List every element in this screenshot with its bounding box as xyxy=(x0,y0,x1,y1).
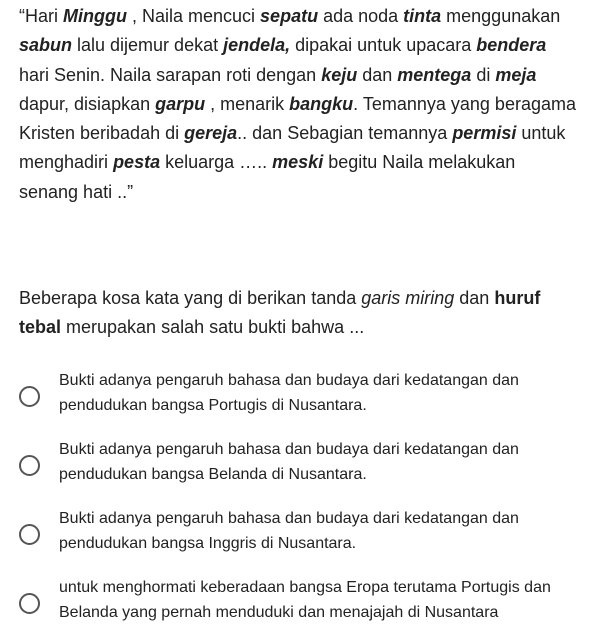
emphasized-word: meja xyxy=(495,64,537,85)
emphasized-word: bangku xyxy=(289,93,354,114)
italic-text: garis miring xyxy=(361,288,455,308)
emphasized-word-wrapper xyxy=(452,123,516,143)
plain-text: merupakan salah satu bukti bahwa ... xyxy=(61,317,365,337)
emphasized-word-wrapper xyxy=(476,35,546,55)
emphasized-word: sepatu xyxy=(260,6,319,26)
plain-text: dan xyxy=(454,288,495,308)
radio-button-icon[interactable] xyxy=(19,524,40,545)
emphasized-word-wrapper xyxy=(155,94,205,114)
story-passage xyxy=(19,2,579,207)
answer-option-3[interactable] xyxy=(0,506,589,566)
emphasized-word-wrapper xyxy=(113,152,160,172)
plain-text: keluarga ….. xyxy=(160,152,273,173)
plain-text: .. dan Sebagian temannya xyxy=(237,123,453,144)
plain-text: dapur, disiapkan xyxy=(19,93,156,114)
emphasized-word: meski xyxy=(272,152,324,173)
emphasized-word: permisi xyxy=(452,123,517,144)
emphasized-word-wrapper xyxy=(289,94,353,114)
emphasized-word-wrapper xyxy=(260,6,318,26)
emphasized-word-wrapper xyxy=(403,6,441,26)
emphasized-word-wrapper xyxy=(272,152,323,172)
emphasized-word-wrapper xyxy=(321,65,357,85)
question-prompt xyxy=(19,284,579,342)
plain-text: lalu dijemur dekat xyxy=(72,35,224,56)
answer-option-4[interactable] xyxy=(0,575,589,635)
emphasized-word-wrapper xyxy=(495,65,536,85)
emphasized-word: garpu xyxy=(155,93,206,114)
emphasized-word: tinta xyxy=(403,6,442,26)
answer-option-label: Bukti adanya pengaruh bahasa dan budaya dari kedatangan dan pendudukan bangsa Inggris di Nusantara. xyxy=(59,510,519,552)
answer-option-label: Bukti adanya pengaruh bahasa dan budaya dari kedatangan dan pendudukan bangsa Portugis di Nusantara. xyxy=(59,372,519,414)
emphasized-word-wrapper xyxy=(223,35,290,55)
emphasized-word: gereja xyxy=(184,123,238,144)
plain-text: , menarik xyxy=(205,93,290,114)
radio-button-icon[interactable] xyxy=(19,386,40,407)
emphasized-word: pesta xyxy=(113,152,161,173)
plain-text: di xyxy=(471,64,496,85)
answer-option-1[interactable] xyxy=(0,368,589,428)
emphasized-word: jendela, xyxy=(223,35,291,56)
plain-text: begitu Naila melakukan senang hati ..” xyxy=(19,152,516,202)
radio-button-icon[interactable] xyxy=(19,455,40,476)
bold-text: huruf tebal xyxy=(19,288,541,337)
answer-option-label: Bukti adanya pengaruh bahasa dan budaya dari kedatangan dan pendudukan bangsa Belanda di Nusantara. xyxy=(59,441,519,483)
emphasized-word-wrapper xyxy=(184,123,237,143)
emphasized-word: Minggu xyxy=(63,6,127,26)
emphasized-word: bendera xyxy=(476,35,547,56)
plain-text: ada noda xyxy=(318,6,404,26)
emphasized-word-wrapper xyxy=(397,65,471,85)
plain-text: menggunakan xyxy=(441,6,561,26)
radio-button-icon[interactable] xyxy=(19,593,40,614)
plain-text: dipakai untuk upacara xyxy=(290,35,477,56)
emphasized-word: mentega xyxy=(397,64,472,85)
emphasized-word: sabun xyxy=(19,35,73,56)
plain-text: , Naila mencuci xyxy=(126,6,261,26)
plain-text: hari Senin. Naila sarapan roti dengan xyxy=(19,64,322,85)
emphasized-word-wrapper xyxy=(63,6,127,26)
plain-text: dan xyxy=(357,64,398,85)
emphasized-word: keju xyxy=(321,64,358,85)
plain-text: “Hari xyxy=(19,6,63,26)
plain-text: untuk menghadiri xyxy=(19,123,566,173)
plain-text: . Temannya yang beragama Kristen beribadah di xyxy=(19,93,576,144)
emphasized-word-wrapper xyxy=(19,35,72,55)
answer-option-2[interactable] xyxy=(0,437,589,497)
plain-text: Beberapa kosa kata yang di berikan tanda xyxy=(19,288,362,308)
answer-option-label: untuk menghormati keberadaan bangsa Eropa terutama Portugis dan Belanda yang pernah menduduki dan menajajah di Nusantara xyxy=(59,579,551,621)
